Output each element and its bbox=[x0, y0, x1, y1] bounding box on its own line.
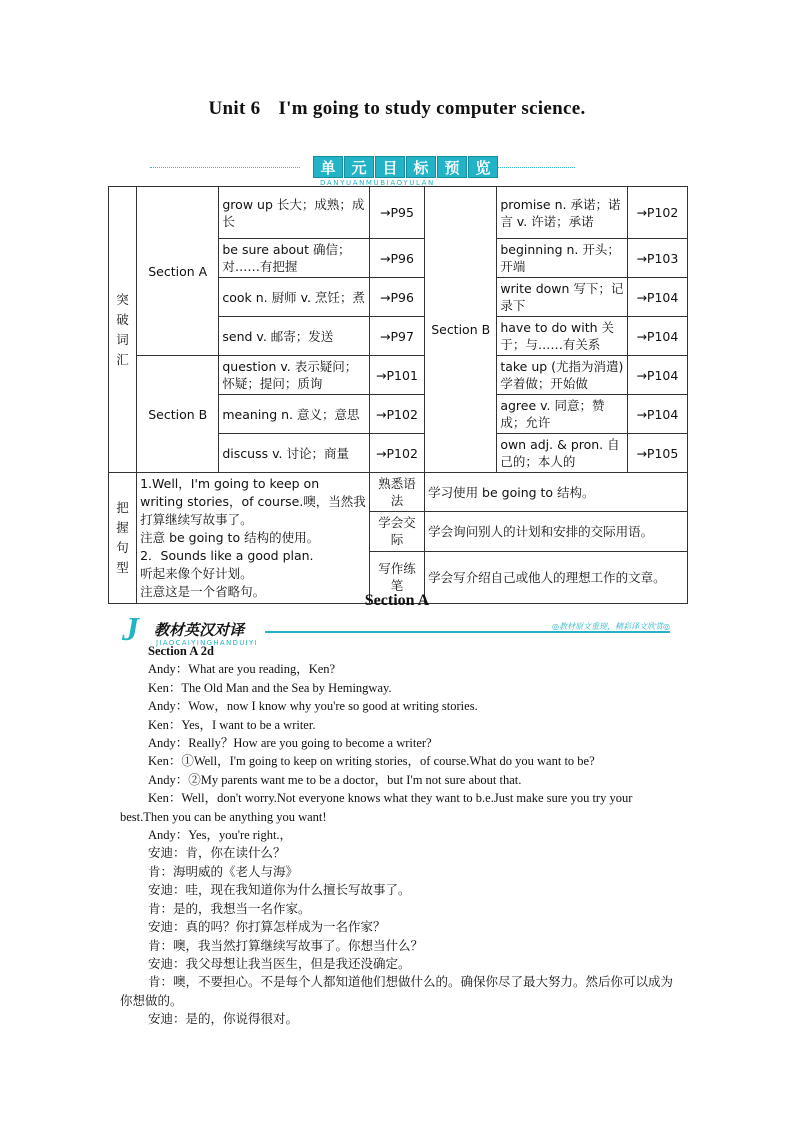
page-title bbox=[0, 98, 794, 120]
banner-line-right bbox=[480, 167, 575, 168]
bar-logo: J bbox=[122, 611, 139, 648]
goal-desc: 学会询问别人的计划和安排的交际用语。 bbox=[425, 512, 688, 551]
zh-line: 肯：噢，我当然打算继续写故事了。你想当什么？ bbox=[148, 937, 424, 953]
bar-pinyin: JIAOCAIYINGHANDUIYI bbox=[156, 639, 258, 647]
vocab-term: take up (尤指为消遣) 学着做；开始做 bbox=[497, 356, 627, 395]
goal-label: 写作练笔 bbox=[369, 551, 424, 603]
zh-line: 安迪：是的，你说得很对。 bbox=[148, 1011, 299, 1027]
zh-line: 安迪：肯，你在读什么？ bbox=[148, 845, 286, 861]
zh-line: 肯：噢，不要担心。不是每个人都知道他们想做什么的。确保你尽了最大努力。然后你可以成为你想做的。 bbox=[120, 974, 674, 1008]
vocab-term: meaning n. 意义；意思 bbox=[219, 395, 370, 434]
en-line: Ken：The Old Man and the Sea by Hemingway. bbox=[148, 680, 392, 695]
en-line: Andy：What are you reading，Ken? bbox=[148, 662, 336, 677]
vocab-term: have to do with 关于；与……有关系 bbox=[497, 317, 627, 356]
zh-line: 安迪：真的吗？你打算怎样成为一名作家？ bbox=[148, 919, 386, 935]
vocab-term: promise n. 承诺；诺言 v. 许诺；承诺 bbox=[497, 187, 627, 239]
page-ref: →P104 bbox=[627, 395, 687, 434]
goal-desc: 学习使用 be going to 结构。 bbox=[425, 473, 688, 512]
en-line: Andy：Yes，you're right.， bbox=[148, 828, 293, 843]
goal-label: 熟悉语法 bbox=[369, 473, 424, 512]
page-ref: →P95 bbox=[369, 187, 424, 239]
en-line: Ken：Yes，I want to be a writer. bbox=[148, 717, 316, 732]
bar-note: ◎教材原文重现，精彩译文欣赏◎ bbox=[552, 622, 670, 631]
page-ref: →P102 bbox=[369, 434, 424, 473]
page-ref: →P96 bbox=[369, 278, 424, 317]
page-ref: →P104 bbox=[627, 317, 687, 356]
banner-char: 标 bbox=[406, 156, 436, 178]
vocab-term: send v. 邮寄；发送 bbox=[219, 317, 370, 356]
page-ref: →P96 bbox=[369, 239, 424, 278]
dialogue bbox=[120, 642, 680, 1029]
unit-number: Unit 6 bbox=[208, 98, 261, 119]
bar-label: 教材英汉对译 bbox=[154, 621, 245, 639]
page-ref: →P104 bbox=[627, 278, 687, 317]
page-ref: →P103 bbox=[627, 239, 687, 278]
sentence-line: 听起来像个好计划。 bbox=[140, 566, 253, 581]
goal-desc: 学会写介绍自己或他人的理想工作的文章。 bbox=[425, 551, 688, 603]
vocab-term: question v. 表示疑问；怀疑；提问；质询 bbox=[219, 356, 370, 395]
sentence-line: 2．Sounds like a good plan. bbox=[140, 548, 314, 563]
section-b-label-right: Section B bbox=[425, 187, 497, 473]
vocab-term: beginning n. 开头；开端 bbox=[497, 239, 627, 278]
banner-char: 单 bbox=[313, 156, 343, 178]
vocab-term: grow up 长大；成熟；成长 bbox=[219, 187, 370, 239]
sentence-line: 注意 be going to 结构的使用。 bbox=[140, 530, 320, 545]
banner-chars bbox=[313, 156, 499, 178]
banner-char: 预 bbox=[437, 156, 467, 178]
section-a-label: Section A bbox=[137, 187, 219, 356]
section-a-heading: Section A bbox=[364, 592, 430, 609]
vocab-term: be sure about 确信；对……有把握 bbox=[219, 239, 370, 278]
sentence-patterns bbox=[137, 473, 370, 604]
vocab-category: 突 破 词 汇 bbox=[109, 187, 137, 473]
vocab-term: cook n. 厨师 v. 烹饪；煮 bbox=[219, 278, 370, 317]
goal-label: 学会交际 bbox=[369, 512, 424, 551]
zh-line: 安迪：哇，现在我知道你为什么擅长写故事了。 bbox=[148, 882, 411, 898]
en-line: Andy：Really？How are you going to become a writer? bbox=[148, 736, 432, 751]
dialogue-subheading: Section A 2d bbox=[148, 644, 214, 658]
zh-line: 安迪：我父母想让我当医生，但是我还没确定。 bbox=[148, 955, 411, 971]
en-line: Ken：①Well，I'm going to keep on writing stories，of course.What do you want to be? bbox=[148, 754, 595, 769]
page-ref: →P105 bbox=[627, 434, 687, 473]
page-ref: →P102 bbox=[627, 187, 687, 239]
banner-line-left bbox=[150, 167, 300, 168]
sentence-line: 注意这是一个省略句。 bbox=[140, 584, 266, 599]
zh-line: 肯：海明威的《老人与海》 bbox=[148, 863, 299, 879]
banner-char: 览 bbox=[468, 156, 498, 178]
en-line: Andy：Wow，now I know why you're so good at writing stories. bbox=[148, 699, 478, 714]
page-ref: →P97 bbox=[369, 317, 424, 356]
vocab-term: own adj. & pron. 自己的；本人的 bbox=[497, 434, 627, 473]
banner-char: 目 bbox=[375, 156, 405, 178]
en-line: Ken：Well，don't worry.Not everyone knows what they want to b.e.Just make sure you try your best.Then you can be anything you want! bbox=[120, 791, 633, 824]
vocab-term: write down 写下；记录下 bbox=[497, 278, 627, 317]
page-ref: →P101 bbox=[369, 356, 424, 395]
sentence-line: 1.Well，I'm going to keep on writing stories，of course.噢，当然我打算继续写故事了。 bbox=[140, 476, 366, 527]
unit-goals-banner bbox=[150, 156, 570, 186]
sentence-category: 把 握 句 型 bbox=[109, 473, 137, 604]
en-line: Andy：②My parents want me to be a doctor，but I'm not sure about that. bbox=[148, 772, 522, 787]
vocab-term: agree v. 同意；赞成；允许 bbox=[497, 395, 627, 434]
page-ref: →P102 bbox=[369, 395, 424, 434]
section-b-label-left: Section B bbox=[137, 356, 219, 473]
banner-char: 元 bbox=[344, 156, 374, 178]
banner-pinyin: DANYUANMUBIAOYULAN bbox=[320, 179, 435, 187]
zh-line: 肯：是的，我想当一名作家。 bbox=[148, 900, 311, 916]
vocab-term: discuss v. 讨论；商量 bbox=[219, 434, 370, 473]
unit-goals-table bbox=[108, 186, 688, 604]
unit-title: I'm going to study computer science. bbox=[278, 98, 586, 119]
page-ref: →P104 bbox=[627, 356, 687, 395]
